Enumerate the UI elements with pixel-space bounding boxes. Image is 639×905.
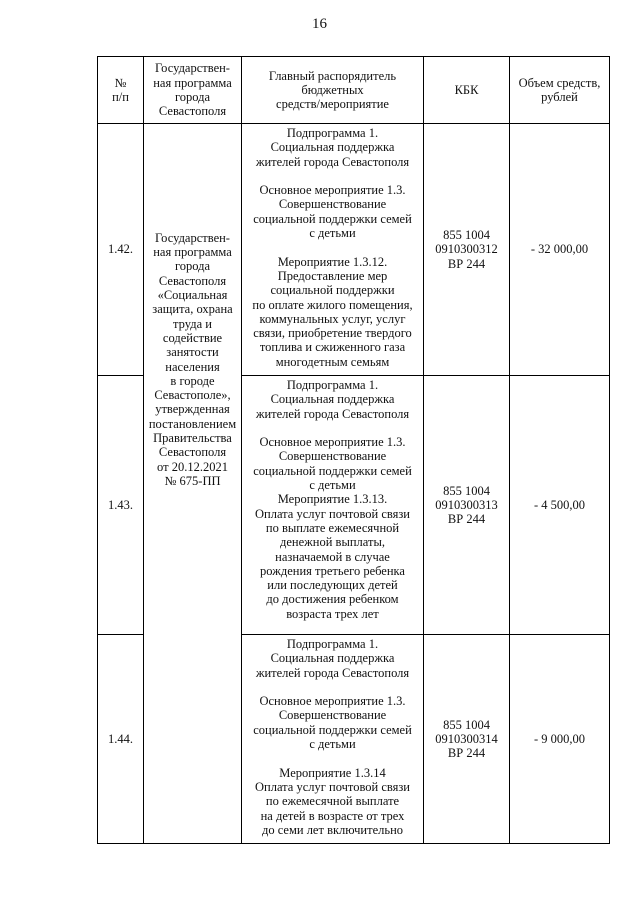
description-line: рождения третьего ребенка [260,563,405,578]
description-line: по выплате ежемесячной [265,520,400,535]
text-line: 0910300313 [435,497,498,512]
event-description [242,635,424,844]
text-line: КБК [454,82,479,97]
text-line: от 20.12.2021 [157,459,228,474]
text-line: труда и [173,316,212,331]
text-line: ная программа [153,245,232,260]
description-line: Основное мероприятие 1.3. [259,435,406,450]
kbk-code [424,635,510,844]
description-line: Подпрограмма 1. [286,126,379,140]
description-line: на детей в возрасте от трех [260,808,405,823]
text-line: 855 1004 [443,483,490,498]
table-row [98,124,610,376]
text-line: города [174,90,211,104]
text-line: 855 1004 [443,717,490,732]
text-line: средств/мероприятие [276,97,389,112]
text-line: Правительства [153,431,232,445]
amount-value: - 4 500,00 [510,376,610,635]
description-line: с детьми [309,478,356,493]
description-line: возраста трех лет [286,606,379,621]
text-line: 855 1004 [443,228,490,243]
description-line: Совершенствование [278,708,387,723]
program-cell [144,124,242,844]
program-text-a [146,126,239,431]
program-text-b [146,431,239,488]
description-line: с детьми [309,737,356,752]
kbk-code [424,124,510,376]
description-line: социальной поддержки семей [253,463,412,478]
event-description [242,376,424,635]
description-line: жителей города Севастополя [255,154,410,169]
description-line: социальной поддержки [270,283,395,298]
description-line: жителей города Севастополя [255,406,410,421]
text-line: Объем средств, [518,75,601,90]
header-kbk [424,57,510,124]
description-line: Мероприятие 1.3.12. [277,254,388,269]
row-number: 1.43. [98,376,144,635]
description-line: Оплата услуг почтовой связи [255,506,410,521]
text-line: города [174,259,211,274]
row-number: 1.44. [98,635,144,844]
header-amount [510,57,610,124]
text-line: содействие [162,330,223,345]
description-line: или последующих детей [267,578,398,593]
description-line: Совершенствование [278,449,387,464]
table-header-row [98,57,610,124]
text-line: постановлением [148,416,237,431]
text-line: утвержденная [155,402,230,417]
description-line: Социальная поддержка [270,392,395,407]
text-line: № 675-ПП [164,473,221,488]
text-line: 0910300314 [435,731,498,746]
text-line: ВР 244 [447,512,486,527]
header-manager [242,57,424,124]
text-line: «Социальная [157,288,228,303]
description-line: до достижения ребенком [266,592,399,607]
header-num [98,57,144,124]
amount-value: - 32 000,00 [510,124,610,376]
description-line: назначаемой в случае [275,549,390,564]
description-line: по оплате жилого помещения, [252,297,413,312]
text-line: рублей [541,90,578,104]
description-line: Подпрограмма 1. [286,637,379,651]
text-line: ная программа [153,75,232,90]
text-line: Севастополе», [154,388,231,403]
text-line: бюджетных [301,82,364,97]
description-line: социальной поддержки семей [253,211,412,226]
description-line: Мероприятие 1.3.13. [277,492,388,507]
description-line: Мероприятие 1.3.14 [279,765,386,780]
description-line: по ежемесячной выплате [265,794,400,809]
page-number: 16 [312,16,327,32]
description-line: Совершенствование [278,197,387,212]
text-line: Государствен- [155,61,230,76]
amount-value: - 9 000,00 [510,635,610,844]
text-line: № [114,75,127,90]
text-line: Главный распорядитель [268,68,397,83]
budget-table [97,56,610,844]
description-line: социальной поддержки семей [253,722,412,737]
description-line: Подпрограмма 1. [286,378,379,392]
text-line: Государствен- [155,230,230,245]
text-line: в городе [170,373,215,388]
header-program [144,57,242,124]
description-line: с детьми [309,226,356,241]
text-line: занятости [166,345,219,360]
kbk-code [424,376,510,635]
text-line: населения [165,359,220,374]
description-line: коммунальных услуг, услуг [259,311,406,326]
description-line: Основное мероприятие 1.3. [259,694,406,709]
description-line: Социальная поддержка [270,651,395,666]
text-line: Севастополя [158,104,227,119]
row-number: 1.42. [98,124,144,376]
description-line: Социальная поддержка [270,140,395,155]
description-line: Оплата услуг почтовой связи [255,779,410,794]
description-line: до семи лет включительно [261,822,404,837]
description-line: многодетным семьям [275,354,390,369]
description-line: топлива и сжиженного газа [259,340,406,355]
text-line: защита, охрана [152,302,233,317]
text-line: ВР 244 [447,256,486,271]
text-line: п/п [112,90,129,104]
text-line: ВР 244 [447,746,486,761]
description-line: Основное мероприятие 1.3. [259,183,406,198]
text-line: Севастополя [158,445,227,460]
event-description [242,124,424,376]
text-line: Севастополя [158,273,227,288]
description-line: жителей города Севастополя [255,665,410,680]
description-line: Предоставление мер [277,268,388,283]
description-line: денежной выплаты, [280,535,385,550]
description-line: связи, приобретение твердого [253,326,412,341]
text-line: 0910300312 [435,242,498,257]
